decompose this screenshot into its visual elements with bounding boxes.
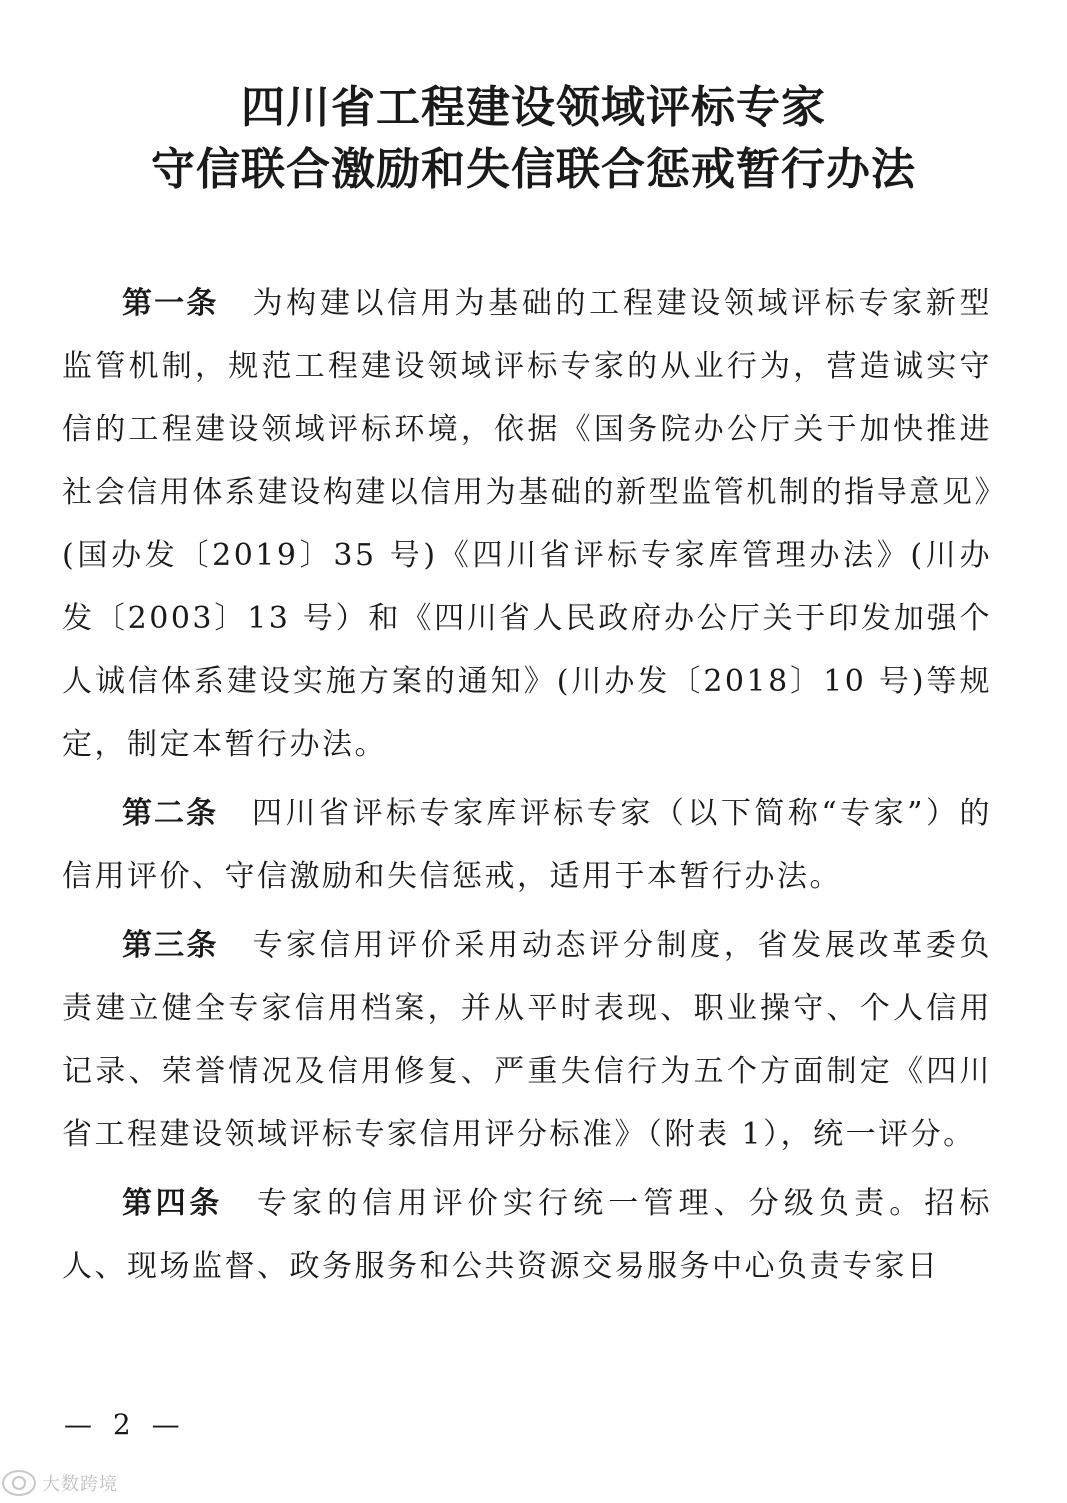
article-3 [62,914,992,1166]
article-label: 第四条 [122,1186,223,1221]
article-1 [62,272,992,776]
article-text: 专家的信用评价实行统一管理、分级负责。招标人、现场监督、政务服务和公共资源交易服务中心负责专家日 [62,1186,993,1284]
cloud-logo-icon [2,1470,36,1496]
page-number: — 2 — [64,1408,186,1441]
watermark [2,1466,118,1500]
article-4 [62,1172,992,1298]
article-text: 为构建以信用为基础的工程建设领域评标专家新型监管机制，规范工程建设领域评标专家的从业行为，营造诚实守信的工程建设领域评标环境，依据《国务院办公厅关于加快推进社会信用体系建设构建以信用为基础的新型监管机制的指导意见》(国办发〔2019〕35 号)《四川省评标专家库管理办法》(川办发〔2003〕13 号）和《四川省人民政府办公厅关于印发加强个人诚信体系建设实施方案的通知》(川办发〔2018〕10 号)等规定，制定本暂行办法。 [62,286,992,762]
article-text: 四川省评标专家库评标专家（以下简称“专家”）的信用评价、守信激励和失信惩戒，适用于本暂行办法。 [62,796,992,894]
article-label: 第一条 [122,286,219,321]
document-title-line-1: 四川省工程建设领域评标专家 [241,82,826,133]
document-body [62,272,992,1304]
document-title-line-2: 守信联合激励和失信联合惩戒暂行办法 [151,144,916,195]
article-label: 第二条 [122,796,218,831]
article-text: 专家信用评价采用动态评分制度，省发展改革委负责建立健全专家信用档案，并从平时表现、职业操守、个人信用记录、荣誉情况及信用修复、严重失信行为五个方面制定《四川省工程建设领域评标专家信用评分标准》（附表 1），统一评分。 [62,928,992,1152]
article-label: 第三条 [122,928,219,963]
watermark-text: 大数跨境 [42,1474,118,1495]
article-2 [62,782,992,908]
